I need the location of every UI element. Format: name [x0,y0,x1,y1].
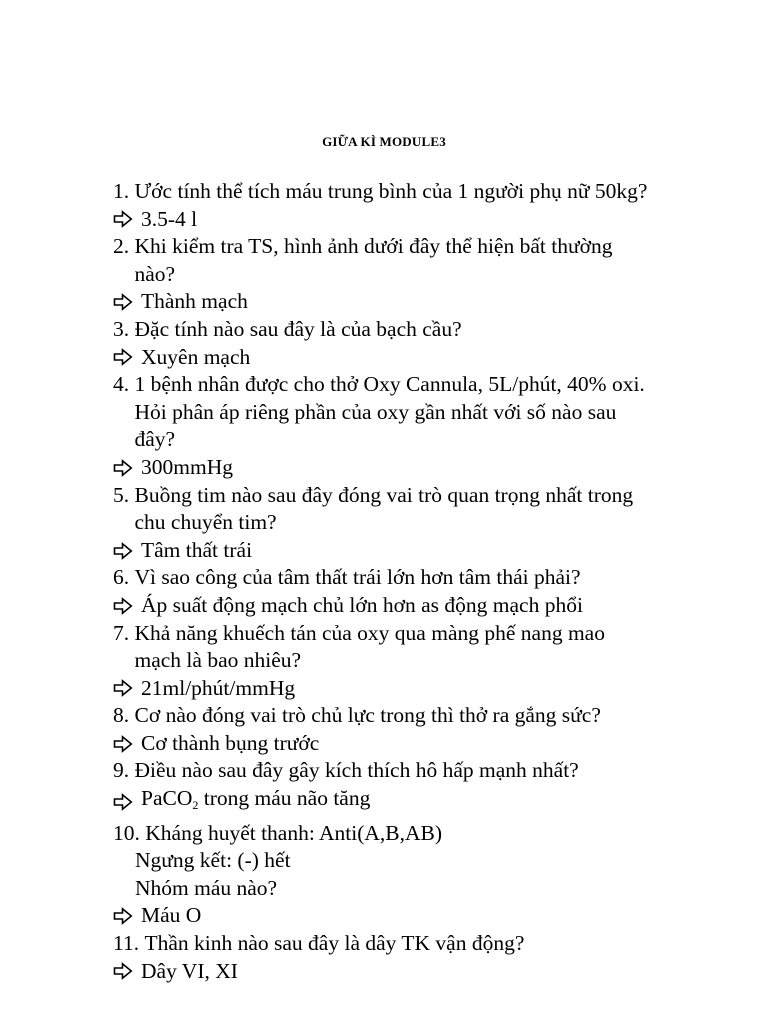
question-number: 8. [113,703,135,728]
answer-3 [113,344,753,372]
question-text [135,564,754,592]
hollow-right-arrow-icon [113,907,133,925]
question-11 [113,930,753,958]
answer-text: Xuyên mạch [141,344,251,369]
question-5 [113,482,753,537]
question-text [135,620,754,675]
hollow-right-arrow-icon [113,962,133,980]
question-line: đây? [134,427,176,452]
answer-text: Máu O [141,903,202,928]
question-number: 9. [113,758,135,783]
answer-2 [113,288,753,316]
question-line: Đặc tính nào sau đây là của bạch cầu? [134,316,462,341]
answer-7 [113,675,753,703]
question-line: mạch là bao nhiêu? [134,648,302,673]
question-1 [113,178,753,206]
answer-text: Tâm thất trái [141,537,253,562]
question-text [135,178,754,206]
question-number: 7. [113,620,135,645]
answer-9 [113,785,753,820]
question-number: 11. [113,931,145,956]
hollow-right-arrow-icon [113,597,133,615]
answer-10 [113,902,753,930]
question-8 [113,702,753,730]
question-2 [113,233,753,288]
question-line: Thần kinh nào sau đây là dây TK vận động? [144,931,525,956]
question-3 [113,316,753,344]
question-10 [113,820,753,848]
question-line: Khi kiểm tra TS, hình ảnh dưới đây thể hiện bất thường [134,234,613,259]
question-7 [113,620,753,675]
question-line: 1 bệnh nhân được cho thở Oxy Cannula, 5L/phút, 40% oxi. [134,372,645,397]
answer-1 [113,206,753,234]
question-number: 10. [113,820,146,845]
question-text [135,316,754,344]
hollow-right-arrow-icon [113,679,133,697]
question-text [144,930,753,958]
answer-text: 300mmHg [141,454,233,479]
question-text [135,371,754,454]
hollow-right-arrow-icon [113,735,133,753]
answer-text: 3.5-4 l [141,206,198,231]
answer-4 [113,454,753,482]
answer-text: Dây VI, XI [141,958,238,983]
question-line: chu chuyển tim? [134,510,277,535]
answer-text-rest: trong máu não tăng [198,786,371,811]
question-number: 1. [113,179,135,203]
question-line: Cơ nào đóng vai trò chủ lực trong thì thở ra gắng sức? [134,703,601,728]
answer-5 [113,537,753,565]
answer-text: 21ml/phút/mmHg [141,675,296,700]
question-6 [113,564,753,592]
answer-text: Cơ thành bụng trước [141,730,320,755]
answer-8 [113,730,753,758]
question-text [135,482,754,537]
question-line: Buồng tim nào sau đây đóng vai trò quan trọng nhất trong [134,482,634,507]
answer-text: Áp suất động mạch chủ lớn hơn as động mạch phổi [141,592,583,617]
question-line: Hỏi phân áp riêng phần của oxy gần nhất với số nào sau [134,399,617,424]
hollow-right-arrow-icon [113,793,133,811]
question-line: Nhóm máu nào? [135,875,278,900]
question-9 [113,757,753,785]
document-title: GIỮA KÌ MODULE3 [322,134,446,149]
question-line: nào? [134,261,176,286]
question-line: Điều nào sau đây gây kích thích hô hấp mạnh nhất? [134,758,579,783]
hollow-right-arrow-icon [113,293,133,311]
answer-subscript: 2 [192,798,199,813]
hollow-right-arrow-icon [113,348,133,366]
answer-text: Thành mạch [141,289,248,314]
question-number: 4. [113,372,135,397]
question-number: 6. [113,565,135,590]
question-text [135,757,754,785]
question-number: 2. [113,234,135,259]
question-4 [113,371,753,454]
question-line: Ngưng kết: (-) hết [135,848,291,873]
question-line: Vì sao công của tâm thất trái lớn hơn tâm thái phải? [134,565,581,590]
answer-text [141,785,370,820]
question-text [135,702,754,730]
answer-11 [113,958,753,986]
hollow-right-arrow-icon [113,542,133,560]
hollow-right-arrow-icon [113,210,133,228]
question-line: Kháng huyết thanh: Anti(A,B,AB) [145,820,443,845]
question-number: 5. [113,482,135,507]
question-text [135,233,754,288]
answer-text-main: PaCO [141,786,193,811]
question-line: Ước tính thể tích máu trung bình của 1 người phụ nữ 50kg? [134,179,648,203]
question-number: 3. [113,316,135,341]
question-answer-list [113,178,753,985]
answer-6 [113,592,753,620]
question-line: Khả năng khuếch tán của oxy qua màng phế nang mao [134,620,605,645]
hollow-right-arrow-icon [113,459,133,477]
question-text [145,820,753,848]
